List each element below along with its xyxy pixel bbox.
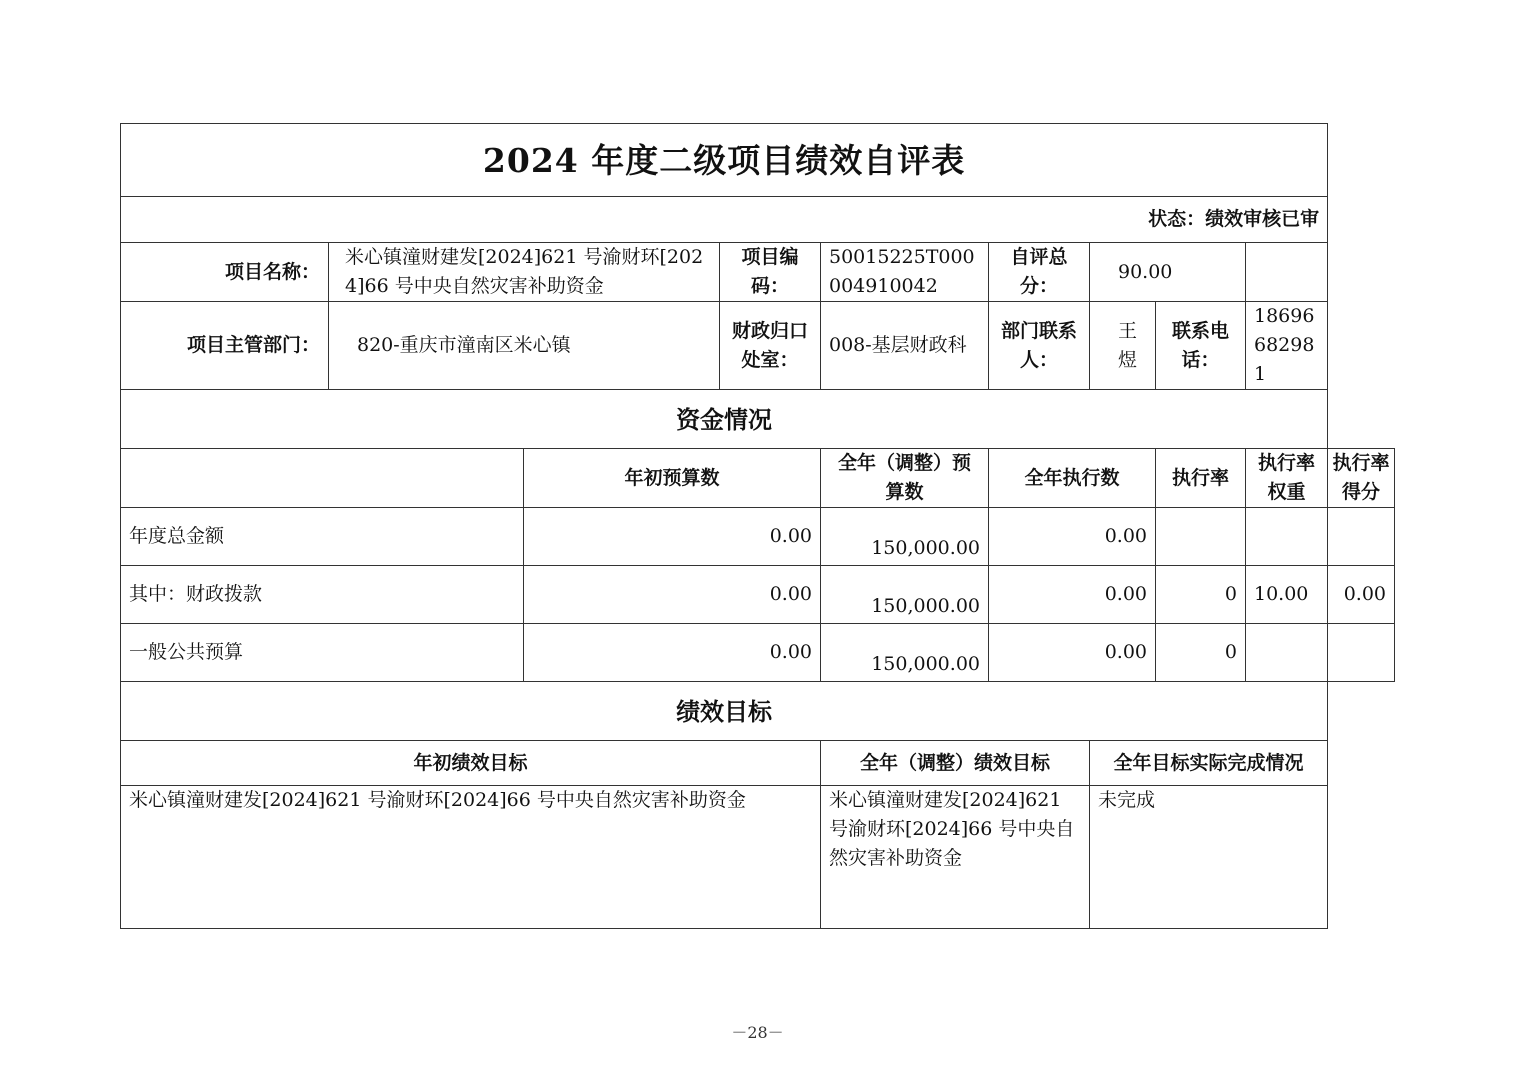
dept-label: 项目主管部门： bbox=[121, 302, 329, 390]
score-value: 90.00 bbox=[1090, 243, 1246, 302]
fund-row-name: 年度总金额 bbox=[121, 508, 524, 566]
dept-value: 820-重庆市潼南区米心镇 bbox=[329, 302, 720, 390]
fund-row-adjusted: 150,000.00 bbox=[821, 566, 989, 624]
funds-header-blank bbox=[121, 449, 524, 508]
fund-row-weight: 10.00 bbox=[1246, 566, 1328, 624]
project-name-value: 米心镇潼财建发[2024]621 号渝财环[2024]66 号中央自然灾害补助资金 bbox=[329, 243, 720, 302]
evaluation-table bbox=[120, 123, 1395, 929]
goals-header-actual: 全年目标实际完成情况 bbox=[1090, 741, 1328, 786]
goals-header-row bbox=[121, 741, 1395, 786]
goals-content-row bbox=[121, 786, 1395, 929]
fund-row-adjusted: 150,000.00 bbox=[821, 508, 989, 566]
funds-header-score: 执行率得分 bbox=[1328, 449, 1395, 508]
project-name-label: 项目名称： bbox=[121, 243, 329, 302]
project-code-label: 项目编码： bbox=[720, 243, 821, 302]
funds-section-title: 资金情况 bbox=[121, 390, 1328, 449]
fund-row-executed: 0.00 bbox=[989, 508, 1156, 566]
fund-row-fiscal bbox=[121, 566, 1395, 624]
page-title: 2024 年度二级项目绩效自评表 bbox=[121, 124, 1328, 197]
page-number: －28－ bbox=[731, 1023, 784, 1042]
fund-row-executed: 0.00 bbox=[989, 566, 1156, 624]
fund-row-rate bbox=[1156, 508, 1246, 566]
contact-label: 部门联系人： bbox=[989, 302, 1090, 390]
goals-header-initial: 年初绩效目标 bbox=[121, 741, 821, 786]
finance-office-label: 财政归口处室： bbox=[720, 302, 821, 390]
funds-header-executed: 全年执行数 bbox=[989, 449, 1156, 508]
goal-initial-text: 米心镇潼财建发[2024]621 号渝财环[2024]66 号中央自然灾害补助资金 bbox=[121, 786, 821, 929]
fund-row-initial: 0.00 bbox=[524, 508, 821, 566]
project-code-value: 50015225T000004910042 bbox=[821, 243, 989, 302]
fund-row-general bbox=[121, 624, 1395, 682]
funds-header-weight: 执行率权重 bbox=[1246, 449, 1328, 508]
goals-section-title: 绩效目标 bbox=[121, 682, 1328, 741]
fund-row-name: 其中：财政拨款 bbox=[121, 566, 524, 624]
goal-adjusted-text: 米心镇潼财建发[2024]621 号渝财环[2024]66 号中央自然灾害补助资金 bbox=[821, 786, 1090, 929]
info-row-1 bbox=[121, 243, 1395, 302]
fund-row-rate: 0 bbox=[1156, 566, 1246, 624]
fund-row-initial: 0.00 bbox=[524, 566, 821, 624]
evaluation-form bbox=[120, 123, 1395, 929]
contact-value: 王煜 bbox=[1090, 302, 1156, 390]
fund-row-total bbox=[121, 508, 1395, 566]
fund-row-score bbox=[1328, 624, 1395, 682]
finance-office-value: 008-基层财政科 bbox=[821, 302, 989, 390]
fund-row-score: 0.00 bbox=[1328, 566, 1395, 624]
fund-row-weight bbox=[1246, 624, 1328, 682]
goal-actual-text: 未完成 bbox=[1090, 786, 1328, 929]
funds-header-row bbox=[121, 449, 1395, 508]
status-text: 状态：绩效审核已审 bbox=[121, 197, 1328, 243]
funds-header-initial: 年初预算数 bbox=[524, 449, 821, 508]
funds-header-adjusted: 全年（调整）预算数 bbox=[821, 449, 989, 508]
fund-row-rate: 0 bbox=[1156, 624, 1246, 682]
goals-header-adjusted: 全年（调整）绩效目标 bbox=[821, 741, 1090, 786]
fund-row-score bbox=[1328, 508, 1395, 566]
empty-cell bbox=[1246, 243, 1328, 302]
fund-row-initial: 0.00 bbox=[524, 624, 821, 682]
fund-row-executed: 0.00 bbox=[989, 624, 1156, 682]
fund-row-adjusted: 150,000.00 bbox=[821, 624, 989, 682]
info-row-2 bbox=[121, 302, 1395, 390]
funds-header-rate: 执行率 bbox=[1156, 449, 1246, 508]
fund-row-name: 一般公共预算 bbox=[121, 624, 524, 682]
phone-value: 18696682981 bbox=[1246, 302, 1328, 390]
score-label: 自评总分： bbox=[989, 243, 1090, 302]
phone-label: 联系电话： bbox=[1156, 302, 1246, 390]
fund-row-weight bbox=[1246, 508, 1328, 566]
